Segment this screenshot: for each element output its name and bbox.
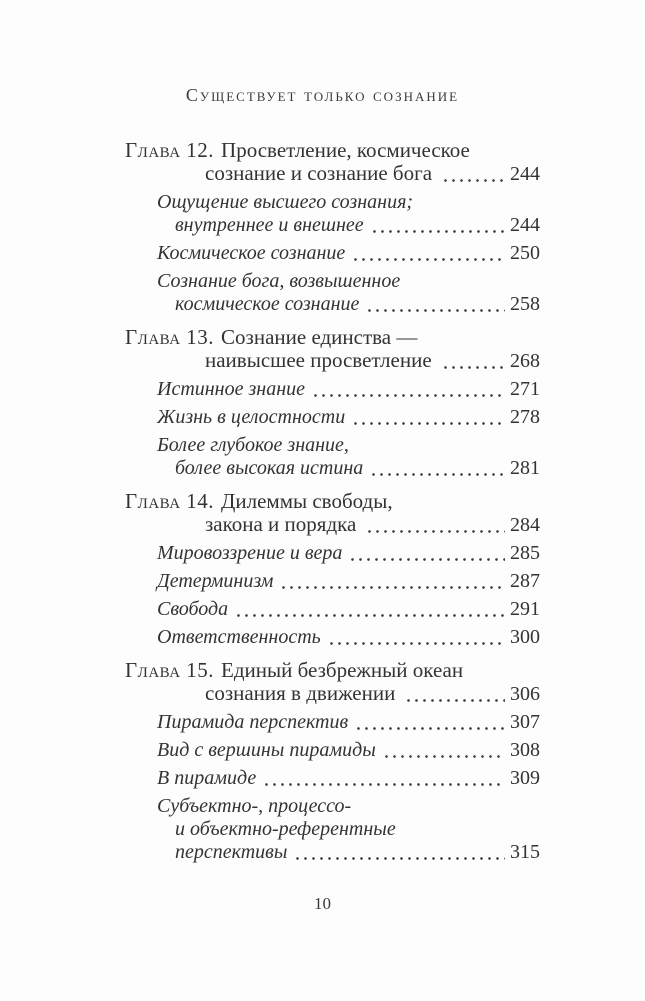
- toc-entry-line: [125, 513, 540, 537]
- dot-leader: [282, 586, 505, 589]
- toc-sub-entry: [125, 434, 540, 480]
- toc-entry-text: перспективы: [175, 841, 288, 863]
- toc-entry-line: [125, 349, 540, 373]
- dot-leader: [372, 473, 505, 476]
- toc-entry-line: [125, 270, 540, 293]
- toc-page-ref: 281: [510, 457, 540, 479]
- toc-entry-line: [125, 214, 540, 237]
- toc-entry-text: Просветление, космическое: [221, 138, 470, 162]
- toc-entry-line: [125, 378, 540, 401]
- toc-page-ref: 271: [510, 378, 540, 400]
- toc-entry-text: Мировоззрение и вера: [157, 542, 343, 564]
- toc-entry-text: Жизнь в целостности: [157, 406, 346, 428]
- toc-entry-line: [125, 457, 540, 480]
- toc-entry-text: Детерминизм: [157, 570, 274, 592]
- toc-page-ref: 308: [510, 739, 540, 761]
- toc-page-ref: 284: [510, 514, 540, 536]
- chapter-label: Глава 13.: [125, 325, 215, 349]
- toc-page-ref: 287: [510, 570, 540, 592]
- dot-leader: [314, 394, 505, 397]
- toc-entry-line: [125, 326, 540, 349]
- toc-entry-line: [125, 490, 540, 513]
- toc-entry-text: Свобода: [157, 598, 229, 620]
- toc-page-ref: 309: [510, 767, 540, 789]
- toc-entry-text: более высокая истина: [175, 457, 364, 479]
- toc-page-ref: 268: [510, 350, 540, 372]
- toc-page-ref: 300: [510, 626, 540, 648]
- toc-page-ref: 307: [510, 711, 540, 733]
- toc-sub-entry: [125, 191, 540, 237]
- toc-entry-text: внутреннее и внешнее: [175, 214, 364, 236]
- toc-entry-text: Ощущение высшего сознания;: [157, 191, 414, 213]
- toc-chapter-entry: [125, 139, 540, 186]
- toc-page-ref: 291: [510, 598, 540, 620]
- toc-sub-entry: [125, 626, 540, 649]
- chapter-label: Глава 14.: [125, 489, 215, 513]
- toc-entry-line: [125, 659, 540, 682]
- toc-entry-line: [125, 767, 540, 790]
- toc-page-ref: 244: [510, 214, 540, 236]
- dot-leader: [237, 614, 505, 617]
- dot-leader: [368, 309, 505, 312]
- toc-entry-line: [125, 434, 540, 457]
- toc-sub-entry: [125, 406, 540, 429]
- toc-page-ref: 306: [510, 683, 540, 705]
- toc-chapter-entry: [125, 659, 540, 706]
- toc-sub-entry: [125, 711, 540, 734]
- toc-entry-line: [125, 570, 540, 593]
- toc-entry-text: космическое сознание: [175, 293, 360, 315]
- toc-entry-text: Пирамида перспектив: [157, 711, 349, 733]
- toc-sub-entry: [125, 242, 540, 265]
- dot-leader: [444, 366, 505, 369]
- toc-sub-entry: [125, 767, 540, 790]
- toc-entry-line: [125, 191, 540, 214]
- toc-page-ref: 258: [510, 293, 540, 315]
- toc-entry-line: [125, 818, 540, 841]
- toc-entry-line: [125, 711, 540, 734]
- toc-entry-text: Ответственность: [157, 626, 321, 648]
- toc-entry-text: сознание и сознание бога: [205, 161, 433, 185]
- toc-entry-text: Сознание единства —: [221, 325, 418, 349]
- dot-leader: [444, 179, 505, 182]
- toc-list: [125, 139, 540, 864]
- toc-entry-text: закона и порядка: [205, 512, 357, 536]
- toc-entry-text: наивысшее просветление: [205, 348, 432, 372]
- toc-entry-line: [125, 626, 540, 649]
- dot-leader: [373, 230, 505, 233]
- toc-entry-text: Космическое сознание: [157, 242, 346, 264]
- toc-entry-line: [125, 739, 540, 762]
- toc-entry-line: [125, 139, 540, 162]
- toc-entry-text: Субъектно-, процессо-: [157, 795, 352, 817]
- toc-entry-text: Сознание бога, возвышенное: [157, 270, 401, 292]
- dot-leader: [351, 558, 505, 561]
- dot-leader: [354, 258, 505, 261]
- toc-sub-entry: [125, 598, 540, 621]
- dot-leader: [265, 783, 505, 786]
- toc-page-ref: 244: [510, 163, 540, 185]
- running-header: Существует только сознание: [185, 85, 460, 105]
- toc-entry-text: Истинное знание: [157, 378, 306, 400]
- dot-leader: [407, 699, 505, 702]
- dot-leader: [330, 642, 505, 645]
- chapter-label: Глава 12.: [125, 138, 215, 162]
- toc-sub-entry: [125, 270, 540, 316]
- toc-page-ref: 315: [510, 841, 540, 863]
- toc-sub-entry: [125, 739, 540, 762]
- toc-page-ref: 250: [510, 242, 540, 264]
- toc-entry-text: и объектно-референтные: [175, 818, 396, 840]
- toc-entry-line: [125, 293, 540, 316]
- dot-leader: [296, 857, 505, 860]
- toc-sub-entry: [125, 542, 540, 565]
- toc-entry-line: [125, 162, 540, 186]
- chapter-label: Глава 15.: [125, 658, 215, 682]
- toc-sub-entry: [125, 795, 540, 864]
- dot-leader: [385, 755, 505, 758]
- toc-entry-line: [125, 406, 540, 429]
- toc-entry-text: В пирамиде: [157, 767, 257, 789]
- dot-leader: [368, 530, 505, 533]
- toc-chapter-entry: [125, 326, 540, 373]
- toc-entry-text: Дилеммы свободы,: [221, 489, 393, 513]
- toc-entry-text: Более глубокое знание,: [157, 434, 349, 456]
- toc-entry-text: сознания в движении: [205, 681, 396, 705]
- dot-leader: [354, 422, 505, 425]
- page-number: 10: [314, 894, 331, 913]
- toc-entry-line: [125, 242, 540, 265]
- toc-page-ref: 285: [510, 542, 540, 564]
- toc-entry-text: Единый безбрежный океан: [221, 658, 464, 682]
- toc-entry-line: [125, 542, 540, 565]
- toc-entry-line: [125, 795, 540, 818]
- toc-entry-line: [125, 598, 540, 621]
- dot-leader: [357, 727, 505, 730]
- toc-entry-line: [125, 841, 540, 864]
- toc-page-ref: 278: [510, 406, 540, 428]
- toc-sub-entry: [125, 570, 540, 593]
- toc-entry-line: [125, 682, 540, 706]
- toc-entry-text: Вид с вершины пирамиды: [157, 739, 376, 761]
- toc-chapter-entry: [125, 490, 540, 537]
- toc-sub-entry: [125, 378, 540, 401]
